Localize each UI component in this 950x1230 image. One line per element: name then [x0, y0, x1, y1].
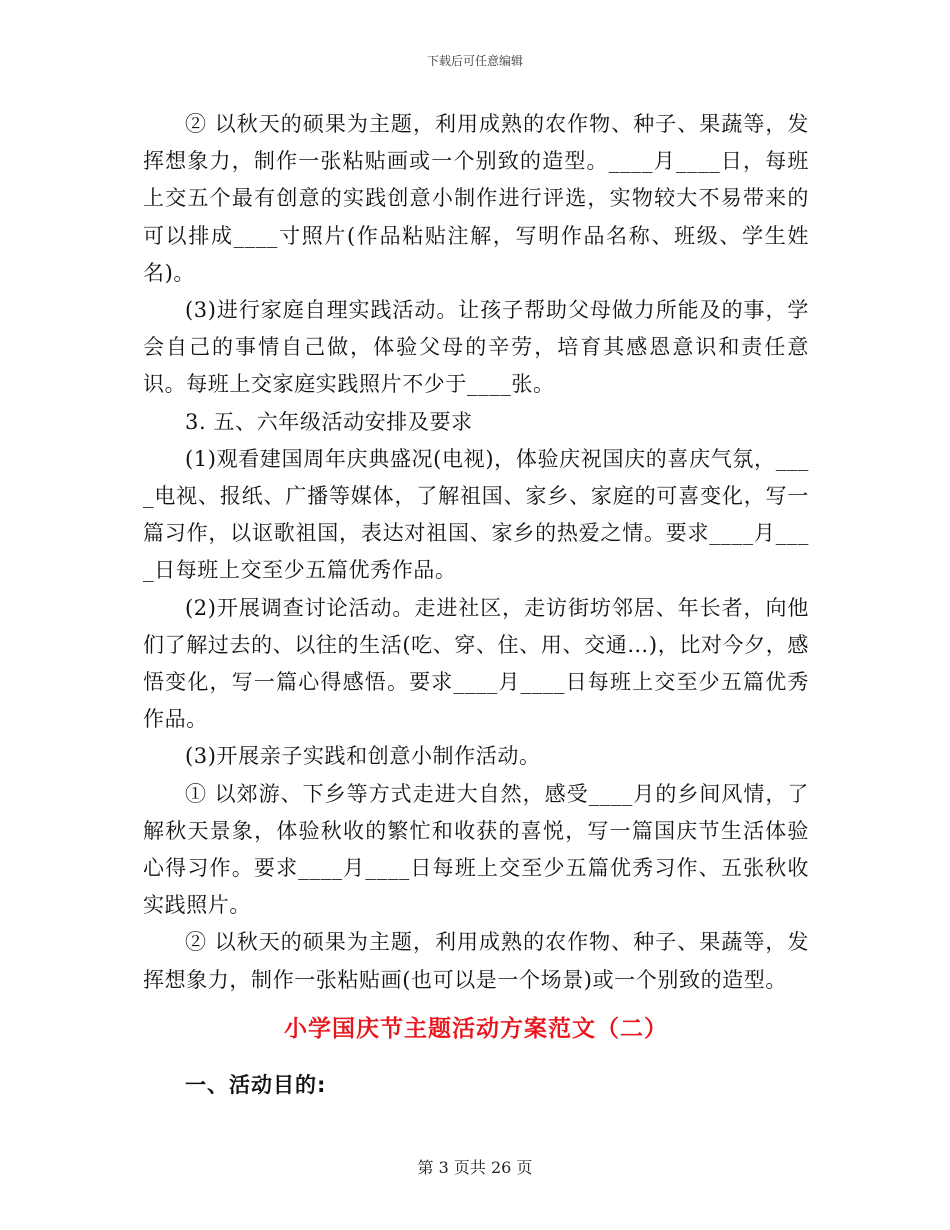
paragraph-watch-ceremony: (1)观看建国周年庆典盛况(电视)，体验庆祝国庆的喜庆气氛，____电视、报纸、广播等媒体，了解祖国、家乡、家庭的可喜变化，写一篇习作，以讴歌祖国，表达对祖国、家乡的热爱之情。要求____月____日每班上交至少五篇优秀作品。 [143, 446, 809, 583]
header-note: 下载后可任意编辑 [426, 54, 523, 68]
paragraph-survey-activity: (2)开展调查讨论活动。走进社区，走访街坊邻居、年长者，向他们了解过去的、以往的生活(吃、穿、住、用、交通…)，比对今夕，感悟变化，写一篇心得感悟。要求____月____日每班上交至少五篇优秀作品。 [143, 595, 809, 732]
paragraph-grade-5-6-heading: 3. 五、六年级活动安排及要求 [185, 409, 473, 434]
subheading-activity-purpose: 一、活动目的: [185, 1072, 327, 1097]
section-title: 小学国庆节主题活动方案范文（二） [284, 1015, 668, 1042]
paragraph-collage-task: ② 以秋天的硕果为主题，利用成熟的农作物、种子、果蔬等，发挥想象力，制作一张粘贴画或一个别致的造型。____月____日，每班上交五个最有创意的实践创意小制作进行评选，实物较大不易带来的可以排成____寸照片(作品粘贴注解，写明作品名称、班级、学生姓名)。 [143, 112, 809, 285]
page-footer: 第 3 页共 26 页 [417, 1158, 533, 1177]
paragraph-parent-child-activity: (3)开展亲子实践和创意小制作活动。 [185, 744, 541, 769]
paragraph-autumn-collage: ② 以秋天的硕果为主题，利用成熟的农作物、种子、果蔬等，发挥想象力，制作一张粘贴画(也可以是一个场景)或一个别致的造型。 [143, 930, 809, 992]
paragraph-outing: ① 以郊游、下乡等方式走进大自然，感受____月的乡间风情，了解秋天景象，体验秋收的繁忙和收获的喜悦，写一篇国庆节生活体验心得习作。要求____月____日每班上交至少五篇优秀习作、五张秋收实践照片。 [143, 781, 809, 918]
document-body [143, 106, 809, 1104]
paragraph-home-practice: (3)进行家庭自理实践活动。让孩子帮助父母做力所能及的事，学会自己的事情自己做，体验父母的辛劳，培育其感恩意识和责任意识。每班上交家庭实践照片不少于____张。 [143, 298, 809, 397]
